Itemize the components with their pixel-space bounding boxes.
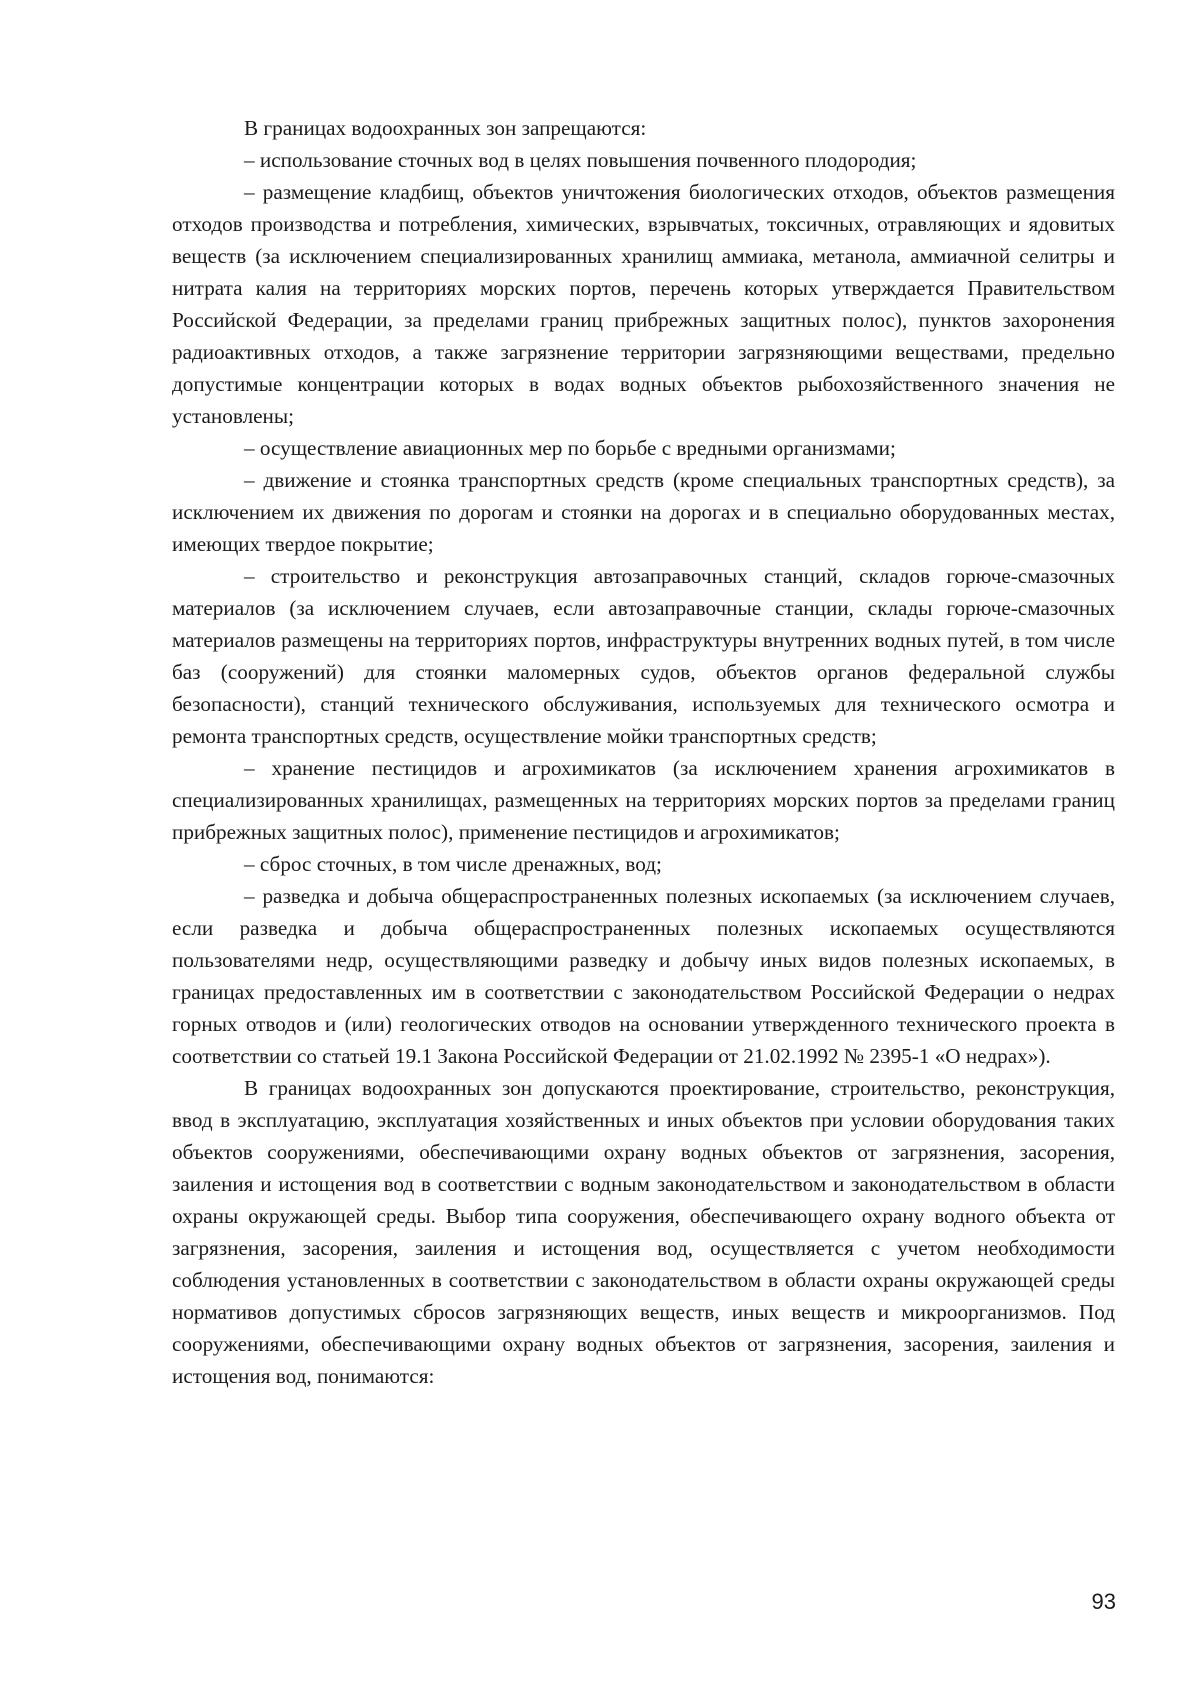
- list-item-cemeteries-waste: – размещение кладбищ, объектов уничтожения биологических отходов, объектов размещения отходов производства и потребления, химических, взрывчатых, токсичных, отравляющих и ядовитых веществ (за исключением специализированных хранилищ аммиака, метанола, аммиачной селитры и нитрата калия на территориях морских портов, перечень которых утверждается Правительством Российской Федерации, за пределами границ прибрежных защитных полос), пунктов захоронения радиоактивных отходов, а также загрязнение территории загрязняющими веществами, предельно допустимые концентрации которых в водах водных объектов рыбохозяйственного значения не установлены;: [172, 180, 1115, 428]
- list-item-pesticides: – хранение пестицидов и агрохимикатов (за исключением хранения агрохимикатов в специализированных хранилищах, размещенных на территориях морских портов за пределами границ прибрежных защитных полос), применение пестицидов и агрохимикатов;: [172, 756, 1115, 844]
- list-item-fuel-stations: – строительство и реконструкция автозаправочных станций, складов горюче-смазочных материалов (за исключением случаев, если автозаправочные станции, склады горюче-смазочных материалов размещены на территориях портов, инфраструктуры внутренних водных путей, в том числе баз (сооружений) для стоянки маломерных судов, объектов органов федеральной службы безопасности), станций технического обслуживания, используемых для технического осмотра и ремонта транспортных средств, осуществление мойки транспортных средств;: [172, 564, 1115, 748]
- list-item-wastewater-fertility: – использование сточных вод в целях повышения почвенного плодородия;: [244, 148, 917, 172]
- paragraph-intro-prohibitions: В границах водоохранных зон запрещаются:: [244, 116, 647, 140]
- document-body: [172, 112, 1115, 1392]
- list-item-sewage-discharge: – сброс сточных, в том числе дренажных, вод;: [244, 852, 662, 876]
- list-item-vehicle-movement: – движение и стоянка транспортных средств (кроме специальных транспортных средств), за исключением их движения по дорогам и стоянки на дорогах и в специально оборудованных местах, имеющих твердое покрытие;: [172, 468, 1115, 556]
- paragraph-permitted-construction: В границах водоохранных зон допускаются проектирование, строительство, реконструкция, ввод в эксплуатацию, эксплуатация хозяйственных и иных объектов при условии оборудования таких объектов сооружениями, обеспечивающими охрану водных объектов от загрязнения, засорения, заиления и истощения вод в соответствии с водным законодательством и законодательством в области охраны окружающей среды. Выбор типа сооружения, обеспечивающего охрану водного объекта от загрязнения, засорения, заиления и истощения вод, осуществляется с учетом необходимости соблюдения установленных в соответствии с законодательством в области охраны окружающей среды нормативов допустимых сбросов загрязняющих веществ, иных веществ и микроорганизмов. Под сооружениями, обеспечивающими охрану водных объектов от загрязнения, засорения, заиления и истощения вод, понимаются:: [172, 1076, 1115, 1388]
- list-item-mineral-extraction: – разведка и добыча общераспространенных полезных ископаемых (за исключением случаев, если разведка и добыча общераспространенных полезных ископаемых осуществляются пользователями недр, осуществляющими разведку и добычу иных видов полезных ископаемых, в границах предоставленных им в соответствии с законодательством Российской Федерации о недрах горных отводов и (или) геологических отводов на основании утвержденного технического проекта в соответствии со статьей 19.1 Закона Российской Федерации от 21.02.1992 № 2395-1 «О недрах»).: [172, 884, 1115, 1068]
- list-item-aviation-measures: – осуществление авиационных мер по борьбе с вредными организмами;: [244, 436, 896, 460]
- page-number: 93: [1091, 1589, 1116, 1614]
